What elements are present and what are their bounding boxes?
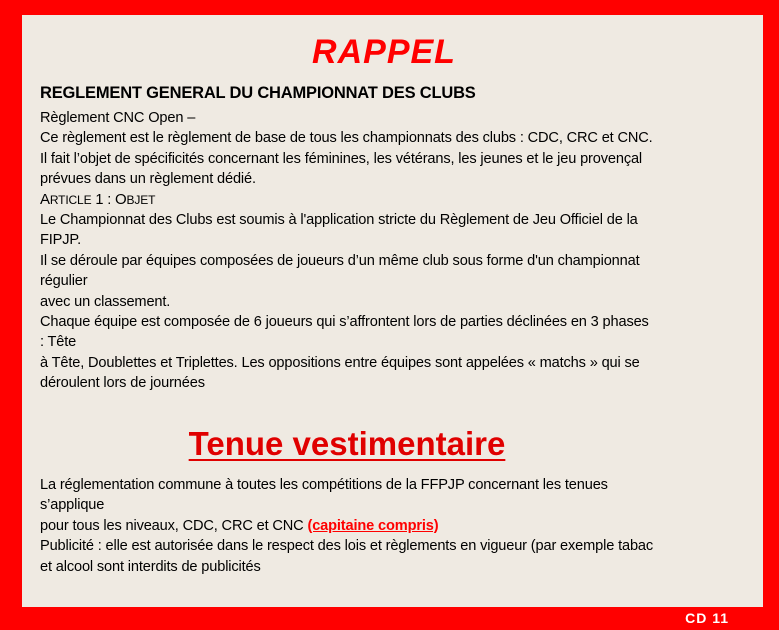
- article-title: [40, 190, 755, 210]
- article-line-6: Chaque équipe est composée de 6 joueurs qui s’affrontent lors de parties déclinées en 3 phases: [40, 314, 649, 331]
- article-a-rest: RTICLE: [49, 192, 92, 207]
- intro-line-3: prévues dans un règlement dédié.: [40, 171, 256, 188]
- document-heading: REGLEMENT GENERAL DU CHAMPIONNAT DES CLUBS: [40, 84, 476, 102]
- tenue-text: [40, 475, 755, 577]
- section-title-tenue: Tenue vestimentaire: [188, 425, 506, 462]
- regulation-text: [40, 108, 755, 394]
- intro-line-1: Ce règlement est le règlement de base de tous les championnats des clubs : CDC, CRC et CNC.: [40, 130, 653, 147]
- article-line-5: avec un classement.: [40, 293, 171, 310]
- article-o-rest: BJET: [126, 192, 156, 207]
- tenue-line-3-text: pour tous les niveaux, CDC, CRC et CNC: [40, 517, 308, 534]
- content-panel: [22, 15, 763, 607]
- tenue-line-5: et alcool sont interdits de publicités: [40, 558, 261, 575]
- article-o-initial: O: [115, 190, 127, 208]
- article-line-9: déroulent lors de journées: [40, 375, 205, 392]
- tenue-line-2: s’applique: [40, 497, 105, 514]
- article-a-initial: A: [40, 190, 50, 208]
- tenue-line-3: [40, 516, 755, 536]
- article-line-8: à Tête, Doublettes et Triplettes. Les oppositions entre équipes sont appelées « matchs » qui se: [40, 354, 640, 371]
- tenue-line-4: Publicité : elle est autorisée dans le respect des lois et règlements en vigueur (par exemple tabac: [40, 538, 654, 555]
- subheading: Règlement CNC Open –: [40, 110, 196, 126]
- article-line-7: : Tête: [40, 334, 77, 351]
- footer-label: CD 11: [685, 610, 729, 626]
- article-line-1: Le Championnat des Clubs est soumis à l'application stricte du Règlement de Jeu Officiel de la: [40, 212, 638, 229]
- page-title: RAPPEL: [312, 33, 456, 71]
- article-line-2: FIPJP.: [40, 232, 82, 249]
- capitaine-compris-link[interactable]: (capitaine compris): [307, 517, 439, 534]
- tenue-line-1: La réglementation commune à toutes les compétitions de la FFPJP concernant les tenues: [40, 477, 608, 493]
- article-line-4: régulier: [40, 273, 88, 290]
- article-number: 1 :: [91, 191, 116, 208]
- article-line-3: Il se déroule par équipes composées de joueurs d’un même club sous forme d'un championnat: [40, 252, 640, 269]
- intro-line-2: Il fait l’objet de spécificités concernant les féminines, les vétérans, les jeunes et le jeu provençal: [40, 150, 643, 167]
